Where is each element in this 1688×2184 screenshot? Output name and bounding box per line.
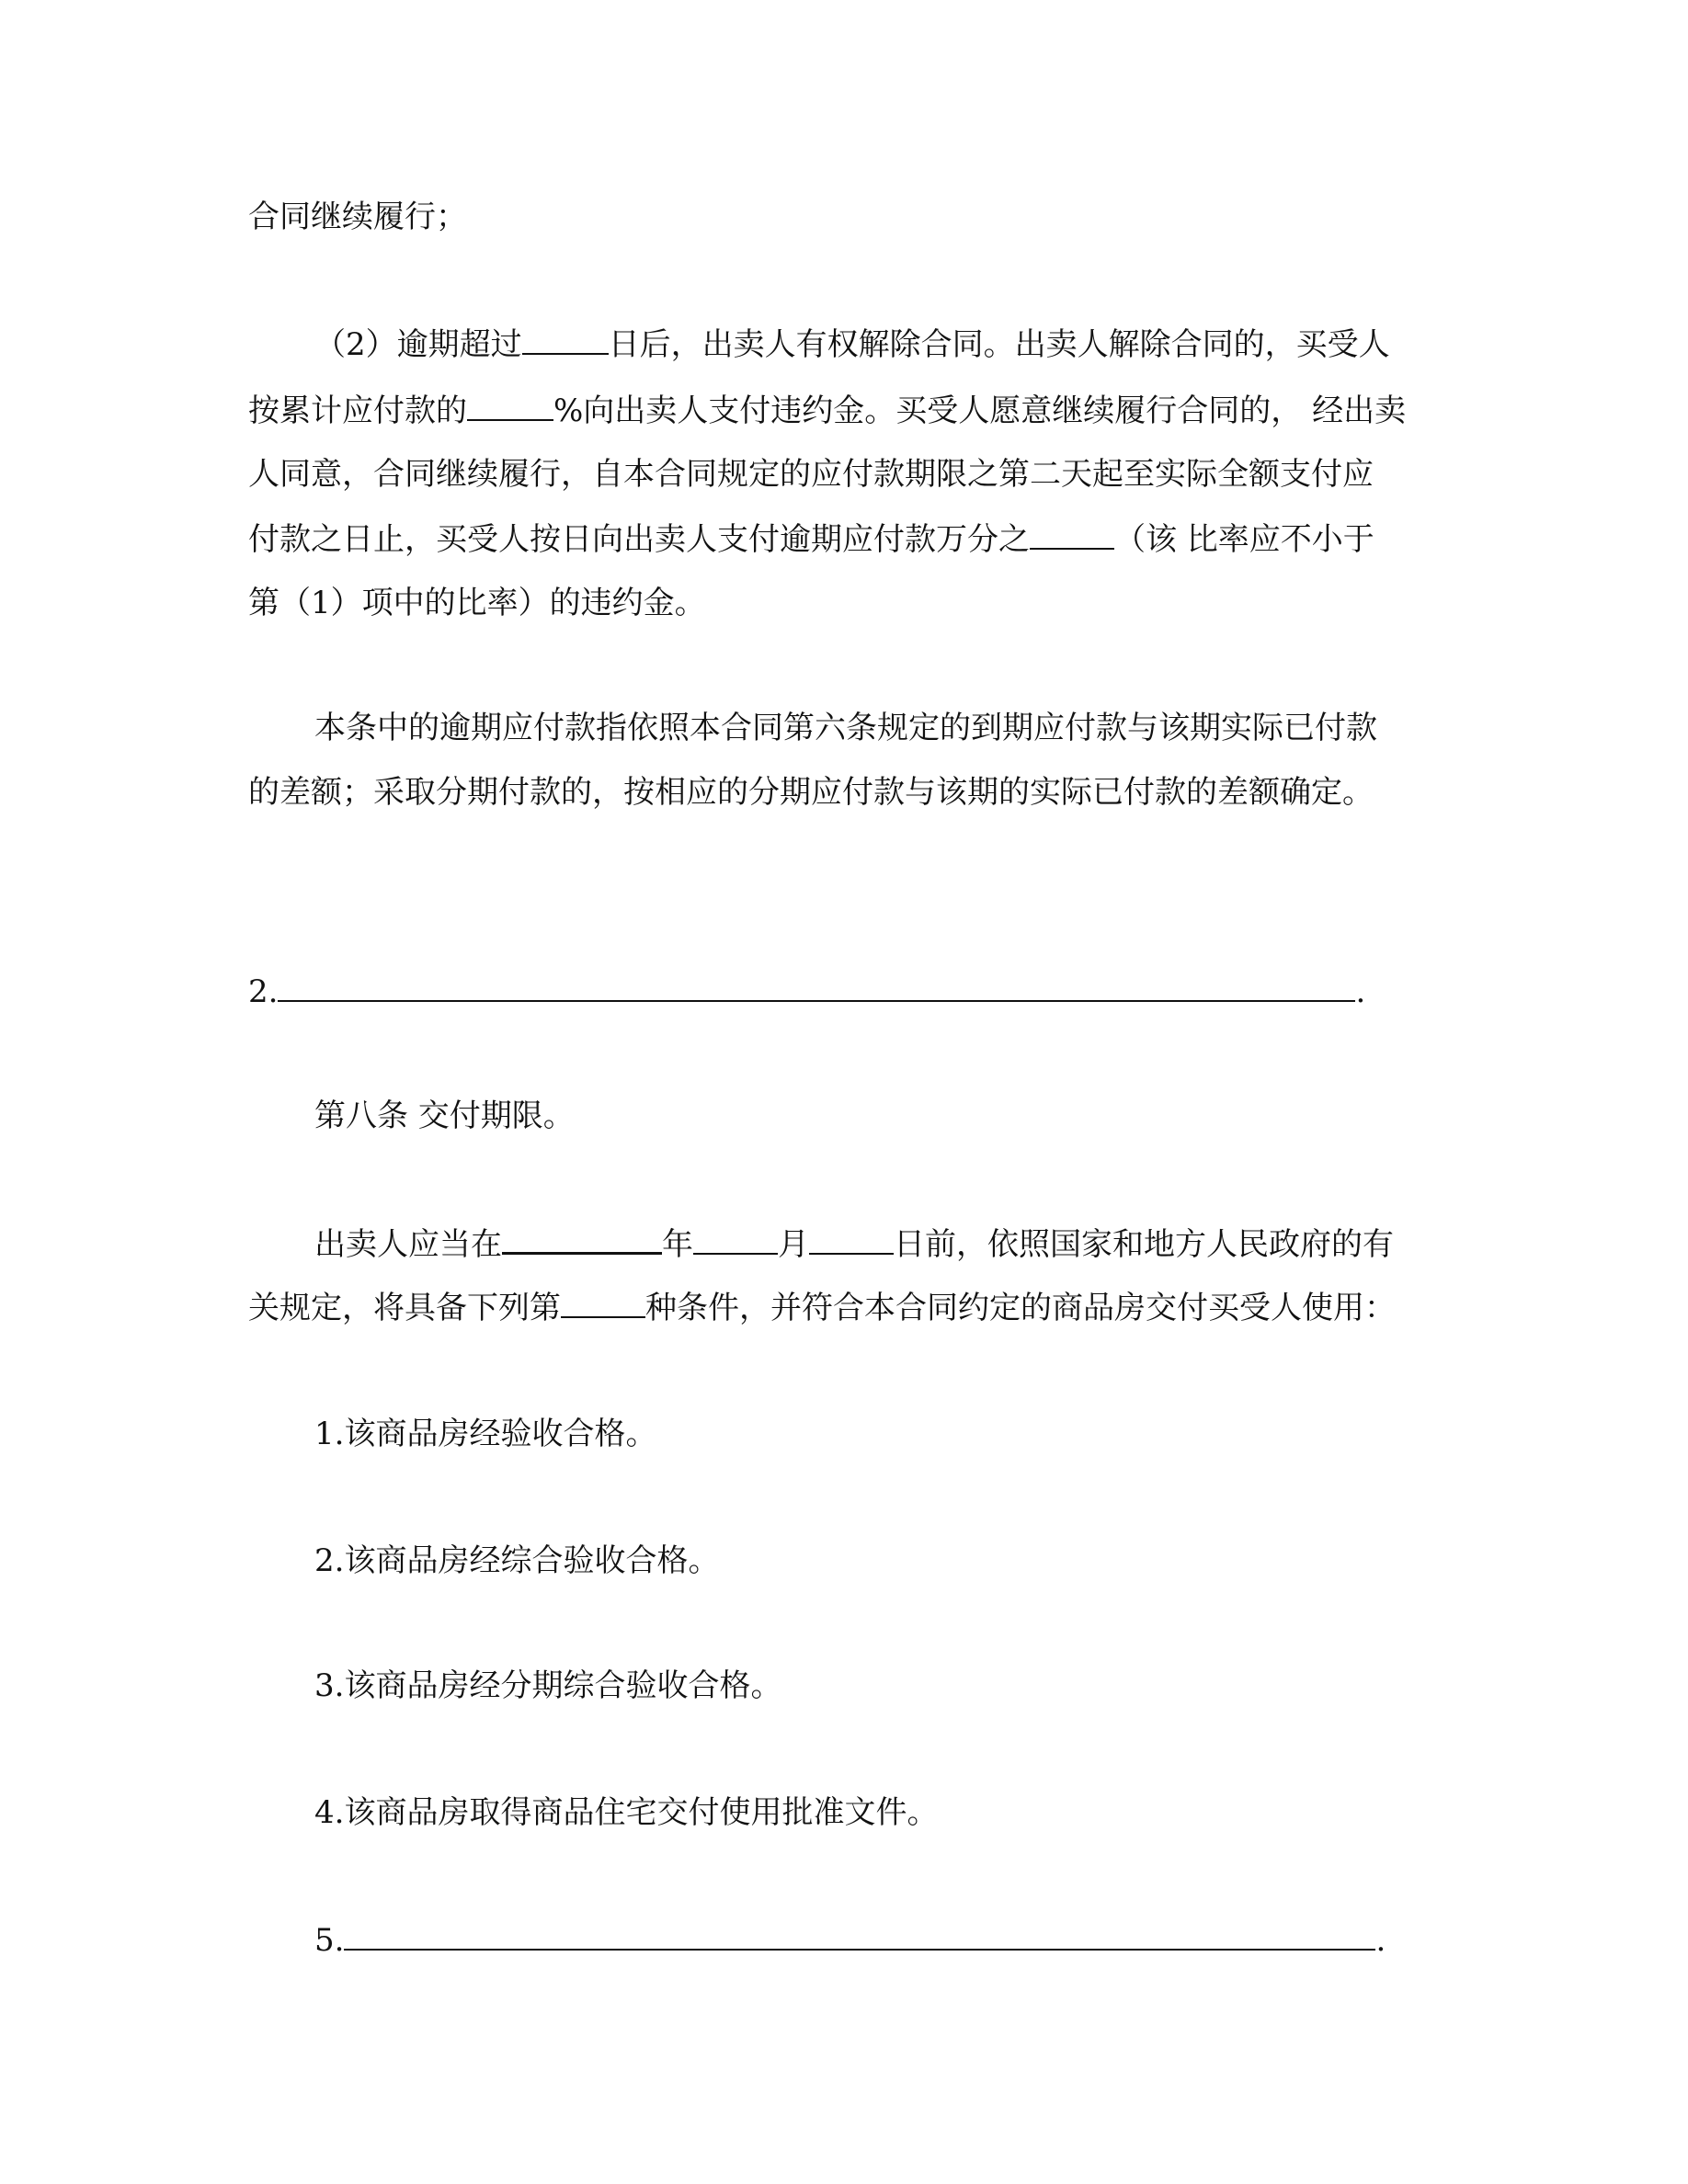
text: . [1355,973,1366,1010]
fill-blank-rate [1030,520,1114,550]
paragraph-2-line-2 [248,392,1443,429]
text: 按累计应付款的 [248,392,467,429]
paragraph-3-line-1 [314,710,1510,746]
text: 3.该商品房经分期综合验收合格。 [314,1667,782,1704]
text: 种条件，并符合本合同约定的商品房交付买受人使用： [645,1290,1396,1326]
article-8-line-2 [248,1289,1443,1326]
text: 本条中的逾期应付款指依照本合同第六条规定的到期应付款与该期实际已付款 [314,710,1377,746]
text: 人同意，合同继续履行，自本合同规定的应付款期限之第二天起至实际全额支付应 [248,456,1374,493]
paragraph-2-line-4 [248,520,1443,558]
fill-blank-line [344,1921,1375,1951]
text: 5. [314,1922,345,1959]
condition-item [314,1794,1510,1831]
article-8-title [314,1098,1510,1134]
fill-blank-year [502,1224,662,1255]
fill-blank-condition [561,1289,645,1318]
item-5-blank-line [314,1921,1510,1959]
text: 合同继续履行； [248,199,467,235]
condition-item [314,1416,1510,1452]
text: 第八条 交付期限。 [314,1098,575,1134]
paragraph-3-line-2 [248,774,1443,811]
text: （该 比率应不小于 [1114,521,1374,558]
text: 2. [248,973,279,1010]
text: 年 [662,1226,693,1263]
text: 出卖人应当在 [314,1226,502,1263]
text: 付款之日止，买受人按日向出卖人支付逾期应付款万分之 [248,521,1030,558]
text: %向出卖人支付违约金。买受人愿意继续履行合同的， 经出卖 [553,392,1407,429]
text: . [1375,1922,1386,1959]
text: 日后，出卖人有权解除合同。出卖人解除合同的，买受人 [608,326,1390,363]
article-8-line-1 [314,1224,1510,1263]
text: 的差额；采取分期付款的，按相应的分期应付款与该期的实际已付款的差额确定。 [248,774,1374,811]
paragraph-2-line-3 [248,456,1443,493]
fill-blank-day [809,1225,894,1255]
fill-blank-percent [467,392,553,421]
text: 4.该商品房取得商品住宅交付使用批准文件。 [314,1794,939,1831]
text: 月 [778,1226,809,1263]
text: 日前，依照国家和地方人民政府的有 [894,1226,1394,1263]
text: 第（1）项中的比率）的违约金。 [248,585,706,621]
text: 2.该商品房经综合验收合格。 [314,1542,720,1579]
item-2-blank-line [248,973,1443,1010]
paragraph-2-line-1 [314,325,1510,363]
fill-blank-month [693,1225,778,1255]
fill-blank-line [278,973,1355,1002]
text: 1.该商品房经验收合格。 [314,1416,657,1452]
paragraph-continue [248,199,1443,235]
text: 关规定，将具备下列第 [248,1290,561,1326]
condition-item [314,1667,1510,1704]
condition-item [314,1542,1510,1579]
fill-blank-days [522,325,609,355]
text: （2）逾期超过 [314,326,522,363]
paragraph-2-line-5 [248,585,1443,621]
